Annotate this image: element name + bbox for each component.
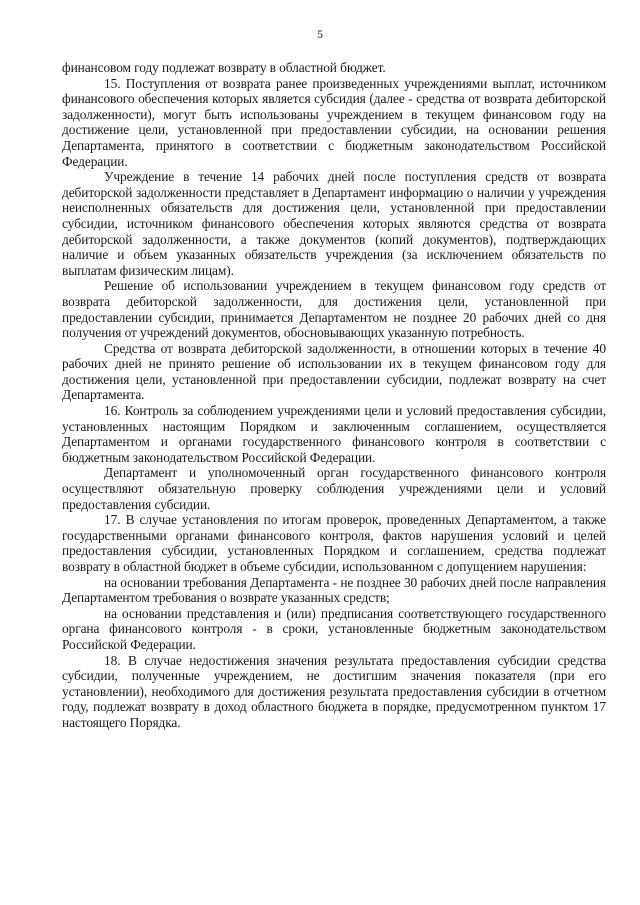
- paragraph-debt-info: Учреждение в течение 14 рабочих дней после поступления средств от возврата дебиторской задолженности представляет в Департамент информацию о наличии у учреждения неисполненных обязательств для достижения цели, установленной при предоставлении субсидии, источником финансового обеспечения которых являются средства от возврата дебиторской задолженности, а также документов (копий документов), подтверждающих наличие и объем указанных обязательств учреждения (за исключением обязательств по выплатам физическим лицам).: [62, 169, 606, 278]
- paragraph-return-funds: Средства от возврата дебиторской задолженности, в отношении которых в течение 40 рабочих дней не принято решение об использовании их в текущем финансовом году для достижения цели, установленной при предоставлении субсидии, подлежат возврату на счет Департамента.: [62, 340, 606, 403]
- document-body: [62, 60, 606, 731]
- paragraph-item-15: 15. Поступления от возврата ранее произведенных учреждениями выплат, источником финансового обеспечения которых является субсидия (далее - средства от возврата дебиторской задолженности), могут быть использованы учреждением в текущем финансовом году на достижение цели, установленной при предоставлении субсидии, на основании решения Департамента, принятого в соответствии с бюджетным законодательством Российской Федерации.: [62, 75, 606, 169]
- page-number: 5: [317, 27, 323, 41]
- paragraph-item-17: 17. В случае установления по итогам проверок, проведенных Департаментом, а также государственными органами финансового контроля, фактов нарушения условий и целей предоставления субсидии, установленных Порядком и соглашением, средства подлежат возврату в областной бюджет в объеме субсидии, использованном с допущением нарушения:: [62, 512, 606, 574]
- paragraph-order-basis: на основании представления и (или) предписания соответствующего государственного органа финансового контроля - в сроки, установленные бюджетным законодательством Российской Федерации.: [62, 605, 606, 652]
- paragraph-item-18: 18. В случае недостижения значения результата предоставления субсидии средства субсидии, полученные учреждением, не достигшим значения показателя (при его установлении), необходимого для достижения результата предоставления субсидии в отчетном году, подлежат возврату в доход областного бюджета в порядке, предусмотренном пунктом 17 настоящего Порядка.: [62, 652, 606, 730]
- paragraph-decision: Решение об использовании учреждением в текущем финансовом году средств от возврата дебиторской задолженности, для достижения цели, установленной при предоставлении субсидии, принимается Департаментом не позднее 20 рабочих дней со дня получения от учреждений документов, обосновывающих указанную потребность.: [62, 278, 606, 341]
- paragraph-item-16: 16. Контроль за соблюдением учреждениями цели и условий предоставления субсидии, установленных настоящим Порядком и заключенным соглашением, осуществляется Департаментом и органами государственного финансового контроля в соответствии с бюджетным законодательством Российской Федерации.: [62, 403, 606, 465]
- paragraph-continuation: финансовом году подлежат возврату в областной бюджет.: [62, 60, 386, 75]
- paragraph-control-check: Департамент и уполномоченный орган государственного финансового контроля осуществляют обязательную проверку соблюдения учреждениями цели и условий предоставления субсидии.: [62, 465, 606, 512]
- paragraph-demand-basis: на основании требования Департамента - не позднее 30 рабочих дней после направления Департаментом требования о возврате указанных средств;: [62, 574, 606, 606]
